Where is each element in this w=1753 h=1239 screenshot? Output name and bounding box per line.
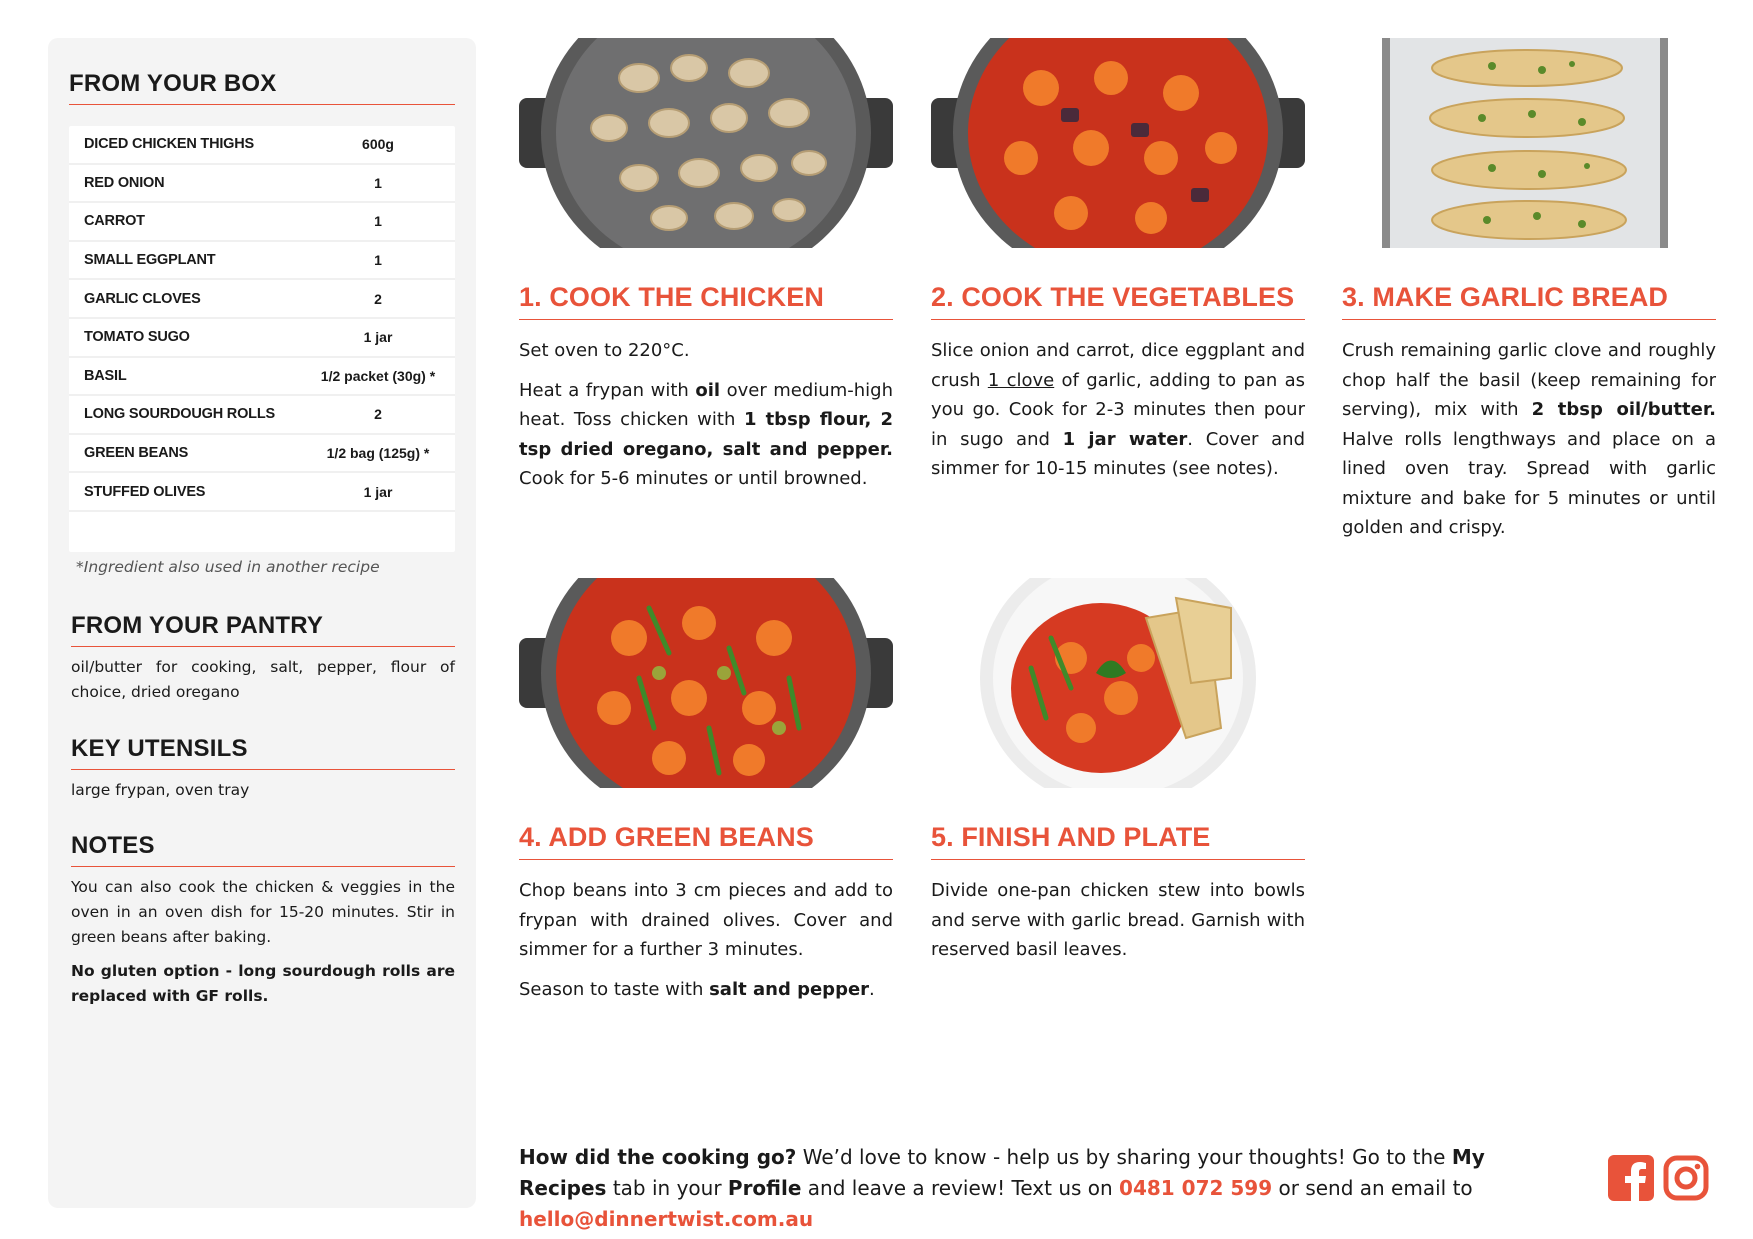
table-row-empty	[69, 512, 455, 552]
ingredient-qty: 1	[374, 174, 382, 191]
step-3-text	[1342, 336, 1716, 543]
bold-text: 2 tbsp oil/butter.	[1531, 399, 1716, 420]
ingredient-qty: 2	[374, 290, 382, 307]
table-row	[69, 358, 455, 397]
step-5	[931, 578, 1305, 965]
bold-text: oil	[695, 379, 721, 401]
from-your-pantry-title: FROM YOUR PANTRY	[71, 612, 455, 647]
step-paragraph	[519, 336, 893, 366]
step-paragraph	[519, 376, 893, 494]
step-3	[1342, 38, 1716, 543]
ingredient-qty: 2	[374, 406, 382, 423]
table-row	[69, 165, 455, 204]
ingredient-name: BASIL	[84, 367, 127, 384]
table-row	[69, 396, 455, 435]
step-4	[519, 578, 893, 1004]
utensils-text: large frypan, oven tray	[71, 781, 250, 799]
footer-text-3: and leave a review! Text us on	[801, 1176, 1120, 1200]
notes-section	[71, 832, 455, 1009]
table-row	[69, 126, 455, 165]
text-run: Heat a frypan with	[519, 379, 696, 401]
ingredient-name: TOMATO SUGO	[84, 329, 190, 346]
underlined-text: 1 clove	[987, 369, 1055, 391]
bold-text: salt and pepper	[709, 978, 870, 1000]
text-run: .	[869, 978, 875, 1000]
table-row	[69, 435, 455, 474]
footer-text-4: or send an email to	[1272, 1176, 1473, 1200]
bold-text: 1 tbsp flour, 2 tsp dried oregano, salt and pepper.	[519, 409, 894, 460]
ingredient-name: STUFFED OLIVES	[84, 483, 206, 500]
ingredient-qty: 1 jar	[363, 483, 393, 500]
step-2-text	[931, 336, 1305, 484]
text-run: . Cover and simmer for 10-15 minutes (see notes).	[931, 428, 1305, 479]
ingredients-sidebar	[48, 38, 476, 1208]
phone-link[interactable]: 0481 072 599	[1119, 1176, 1273, 1200]
text-run: Cook for 5-6 minutes or until browned.	[519, 468, 868, 489]
text-run: Divide one-pan chicken stew into bowls and serve with garlic bread. Garnish with reserved basil leaves.	[931, 880, 1305, 960]
step-paragraph	[931, 336, 1305, 484]
email-link[interactable]: hello@dinnertwist.com.au	[519, 1207, 814, 1231]
utensils-section	[71, 735, 455, 803]
ingredient-qty: 1	[374, 252, 382, 269]
pantry-section	[71, 612, 455, 705]
pantry-text: oil/butter for cooking, salt, pepper, flour of choice, dried oregano	[71, 658, 455, 701]
ingredient-name: LONG SOURDOUGH ROLLS	[84, 406, 275, 423]
text-run: Chop beans into 3 cm pieces and add to frypan with drained olives. Cover and simmer for a further 3 minutes.	[519, 880, 893, 960]
step-2-title: 2. COOK THE VEGETABLES	[931, 282, 1305, 320]
footer-text-2: tab in your	[606, 1176, 728, 1200]
feedback-footer	[519, 1142, 1579, 1235]
ingredient-qty: 1	[374, 213, 382, 230]
notes-bold-text: No gluten option - long sourdough rolls are replaced with GF rolls.	[71, 962, 455, 1005]
ingredient-qty: 1/2 bag (125g) *	[326, 445, 430, 462]
footer-question: How did the cooking go?	[519, 1145, 797, 1169]
step-4-image	[519, 578, 893, 788]
table-row	[69, 473, 455, 512]
footer-profile: Profile	[727, 1176, 802, 1200]
text-run: Halve rolls lengthways and place on a lined oven tray. Spread with garlic mixture and bake for 5 minutes or until golden and crispy.	[1342, 428, 1716, 538]
ingredient-name: GARLIC CLOVES	[84, 290, 201, 307]
ingredient-name: DICED CHICKEN THIGHS	[84, 136, 255, 153]
step-1	[519, 38, 893, 494]
step-2-image	[931, 38, 1305, 248]
step-2	[931, 38, 1305, 484]
notes-title: NOTES	[71, 832, 455, 867]
bold-text: 1 jar water	[1062, 428, 1188, 450]
step-paragraph	[1342, 336, 1716, 543]
from-your-box-title: FROM YOUR BOX	[69, 70, 455, 105]
notes-text: You can also cook the chicken & veggies in the oven in an oven dish for 15-20 minutes. Stir in green beans after baking.	[71, 878, 455, 946]
text-run: of garlic, adding to pan as you go. Cook for 2-3 minutes then pour in sugo and	[931, 369, 1305, 450]
text-run: Season to taste with	[519, 978, 710, 1000]
footer-text-1: We’d love to know - help us by sharing your thoughts! Go to the	[796, 1145, 1452, 1169]
key-utensils-title: KEY UTENSILS	[71, 735, 455, 770]
text-run: Crush remaining garlic clove and roughly chop half the basil (keep remaining for serving), mix with	[1342, 340, 1716, 420]
step-4-text	[519, 876, 893, 1004]
footer-my-recipes: My Recipes	[519, 1145, 1485, 1200]
text-run: over medium-high heat. Toss chicken with	[519, 379, 893, 430]
text-run: Set oven to 220°C.	[519, 340, 690, 361]
ingredient-qty: 1/2 packet (30g) *	[320, 367, 436, 384]
step-paragraph	[519, 876, 893, 965]
table-row	[69, 203, 455, 242]
step-1-title: 1. COOK THE CHICKEN	[519, 282, 893, 320]
ingredient-name: GREEN BEANS	[84, 445, 189, 462]
ingredient-qty: 600g	[362, 136, 394, 153]
table-row	[69, 280, 455, 319]
ingredients-table	[69, 126, 455, 552]
step-paragraph	[931, 876, 1305, 965]
table-row	[69, 242, 455, 281]
ingredient-footnote: *Ingredient also used in another recipe	[76, 558, 380, 576]
ingredient-name: SMALL EGGPLANT	[84, 252, 216, 269]
step-5-image	[931, 578, 1305, 788]
text-run: Slice onion and carrot, dice eggplant and crush	[931, 340, 1305, 391]
step-1-text	[519, 336, 893, 494]
step-1-image	[519, 38, 893, 248]
facebook-icon[interactable]	[1608, 1155, 1654, 1201]
ingredient-qty: 1 jar	[363, 329, 393, 346]
step-5-text	[931, 876, 1305, 965]
ingredient-name: CARROT	[84, 213, 145, 230]
step-paragraph	[519, 975, 893, 1005]
step-5-title: 5. FINISH AND PLATE	[931, 822, 1305, 860]
step-4-title: 4. ADD GREEN BEANS	[519, 822, 893, 860]
instagram-icon[interactable]	[1663, 1155, 1709, 1201]
ingredient-name: RED ONION	[84, 174, 165, 191]
step-3-image	[1342, 38, 1716, 248]
table-row	[69, 319, 455, 358]
step-3-title: 3. MAKE GARLIC BREAD	[1342, 282, 1716, 320]
